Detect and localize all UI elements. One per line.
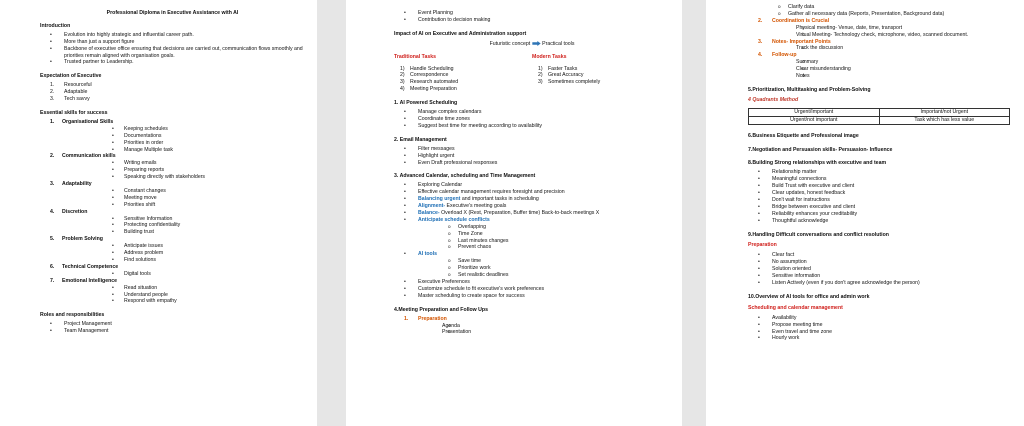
list-item: • Protecting confidentiality (62, 222, 305, 229)
list-item: 2. Coordination is Crucial o Physical meeting- Venue, date, time, transport o Virtual Meeting- Technology check, microphone, video, scanned document. (748, 18, 1016, 39)
list-item: • Keeping schedules (62, 126, 305, 133)
skill-item: 3. Adaptability • Constant changes • Meeting move • Priorities shift (40, 181, 305, 209)
list-item: • Writing emails (62, 160, 305, 167)
list-item: • Manage Multiple task (62, 147, 305, 154)
list-item: • Propose meeting time (748, 322, 1016, 329)
list-item: • Team Management (40, 328, 305, 335)
list-item: • Speaking directly with stakeholders (62, 174, 305, 181)
list-item: • Trusted partner to Leadership. (40, 59, 305, 66)
section-2-heading: 2. Email Management (394, 136, 447, 143)
skill-item: 4. Discretion • Sensitive Information • Protecting confidentiality • Building trust (40, 209, 305, 237)
sub-item: o Clarify data (748, 4, 1016, 11)
list-item: • Constant changes (62, 188, 305, 195)
list-item: • Contribution to decision making (394, 17, 670, 24)
document-page-2 (346, 0, 682, 426)
section-5-heading: 5.Prioritization, Multitasking and Problem-Solving (748, 86, 871, 93)
list-item: • Effective calendar management requires foresight and precision (394, 189, 670, 196)
section-10-heading: 10.Overview of AI tools for office and admin work (748, 293, 870, 300)
list-item: • Reliability enhances your creditability (748, 211, 1016, 218)
list-item: • Listen Actively (even if you don't agree acknowledge the person) (748, 280, 1016, 287)
list-item: • Understand people (62, 292, 305, 299)
sub-item: o Track the discussion (772, 45, 1016, 52)
roles-list (40, 321, 305, 335)
page-title: Professional Diploma in Executive Assistance with AI (106, 10, 239, 16)
list-item: • Sensitive information (748, 273, 1016, 280)
list-item: • Respond with empathy (62, 298, 305, 305)
impact-heading: Impact of AI on Executive and Administration support (394, 30, 527, 37)
list-item: • Backbone of executive office ensuring that decisions are carried out, communication flows smoothly and priorities remain aligned with organisation goals. (40, 46, 305, 60)
list-item: • Address problem (62, 250, 305, 257)
skill-item: 2. Communication skills • Writing emails • Preparing reports • Speaking directly with stakeholders (40, 153, 305, 181)
section-9-heading: 9.Handling Difficult conversations and conflict resolution (748, 231, 889, 238)
list-item: • Sensitive Information (62, 216, 305, 223)
list-item: • Find solutions (62, 257, 305, 264)
concept-line (394, 41, 670, 48)
sub-item: o Prevent chaos (418, 244, 670, 251)
list-item: • Preparing reports (62, 167, 305, 174)
traditional-heading: Traditional Tasks (394, 53, 436, 60)
list-item: • Anticipate issues (62, 243, 305, 250)
sub-item: o Physical meeting- Venue, date, time, transport (772, 25, 1016, 32)
section-4-heading: 4.Meeting Preparation and Follow Ups (394, 306, 488, 313)
skill-item: 7. Emotional Intelligence • Read situation • Understand people • Respond with empathy (40, 278, 305, 306)
top-list (394, 10, 670, 24)
list-item: • Customize schedule to fit executive's work preferences (394, 286, 670, 293)
list-item: 2) Correspondence (400, 72, 449, 79)
skills-list (40, 119, 305, 305)
list-item: • Building trust (62, 229, 305, 236)
list-item: • AI tools o Save time o Prioritize work o Set realistic deadlines (394, 251, 670, 279)
sub-item: o Save time (418, 258, 670, 265)
section-2-list (394, 146, 670, 167)
list-item: • Build Trust with executive and client (748, 183, 1016, 190)
list-item: • Executive Preferences (394, 279, 670, 286)
list-item: 2) Great Accuracy (538, 72, 584, 79)
sub-item: o Time Zone (418, 231, 670, 238)
section-8-heading: 8.Building Strong relationships with executive and team (748, 160, 887, 167)
concept-right: Practical tools (542, 40, 575, 47)
list-item: 3) Research automated (400, 79, 459, 86)
list-item: • Filter messages (394, 146, 670, 153)
modern-column (532, 54, 670, 94)
list-item: 3) Sometimes completely (538, 79, 601, 86)
right-arrow-icon (532, 41, 541, 46)
list-item: • Balancing urgent and important tasks in scheduling (394, 196, 670, 203)
list-item: • Meeting move (62, 195, 305, 202)
list-item: • Thoughtful acknowledge (748, 218, 1016, 225)
roles-heading: Roles and responsibilities (40, 312, 105, 319)
list-item: 2. Adaptable (50, 89, 88, 96)
list-item: • Suggest best time for meeting according to availability (394, 123, 670, 130)
list-item: • Event Planning (394, 10, 670, 17)
table-row (749, 108, 1010, 116)
list-item: • Meaningful connections (748, 176, 1016, 183)
modern-heading: Modern Tasks (532, 53, 567, 60)
followup-list (748, 18, 1016, 80)
sub-item: o Set realistic deadlines (418, 272, 670, 279)
tasks-comparison (394, 54, 670, 94)
table-row (749, 116, 1010, 124)
list-item: 3. Notes- Important Points o Track the discussion (748, 39, 1016, 53)
list-item: 4) Meeting Preparation (400, 86, 457, 93)
list-item: • Project Management (40, 321, 305, 328)
table-cell: Urgent/not important (749, 116, 880, 124)
list-item: • Availability (748, 315, 1016, 322)
sub-item: o Gather all necessary data (Reports, Presentation, Background data) (748, 11, 1016, 18)
list-item: • Bridge between executive and client (748, 204, 1016, 211)
list-item: • Master scheduling to create space for success (394, 293, 670, 300)
list-item: • Evolution into highly strategic and influential career path. (40, 32, 305, 39)
sub-item: o Virtual Meeting- Technology check, microphone, video, scanned document. (772, 32, 1016, 39)
section-10-subheading: Scheduling and calendar management (748, 304, 843, 311)
list-item: • Even travel and time zone (748, 329, 1016, 336)
sub-item: o Notes (772, 73, 1016, 80)
sub-item: o Presentation (418, 329, 670, 336)
list-item: • Don't wait for instructions (748, 197, 1016, 204)
section-3-list (394, 182, 670, 299)
list-item: 1) Handle Scheduling (400, 65, 454, 72)
expectation-list (40, 82, 305, 103)
sub-item: o Last minutes changes (418, 238, 670, 245)
list-item: • Priorities shift (62, 202, 305, 209)
section-3-heading: 3. Advanced Calendar, scheduling and Time Management (394, 173, 536, 180)
section-8-list (748, 169, 1016, 224)
section-4-list (394, 316, 670, 337)
quadrants-heading: 4 Quadrants Method (748, 96, 799, 103)
list-item: • Read situation (62, 285, 305, 292)
concept-left: Futuristic concept (489, 40, 531, 47)
list-item: • More than just a support figure (40, 39, 305, 46)
list-item: 1. Resourceful (50, 82, 92, 89)
list-item: • Digital tools (62, 271, 305, 278)
section-10-list (748, 315, 1016, 343)
sub-item: o Agenda (418, 323, 670, 330)
sub-item: o Summary (772, 59, 1016, 66)
skill-item: 1. Organisational Skills • Keeping schedules • Documentations • Priorities in order • Manage Multiple task (40, 119, 305, 154)
table-cell: Urgent/Important (749, 108, 880, 116)
list-item: • Clear updates, honest feedback (748, 190, 1016, 197)
list-item: 1. Preparation o Agenda o Presentation (394, 316, 670, 337)
list-item: • Balance- Overload X (Rest, Preparation, Buffer time) Back-to-back meetings X (394, 210, 670, 217)
list-item: • Clear fact (748, 252, 1016, 259)
sub-item: o Clear misunderstanding (772, 66, 1016, 73)
document-page-3 (706, 0, 1024, 426)
list-item: • Anticipate schedule conflicts o Overlapping o Time Zone o Last minutes changes o Prevent chaos (394, 217, 670, 252)
quadrants-table (748, 108, 1010, 125)
skill-item: 5. Problem Solving • Anticipate issues • Address problem • Find solutions (40, 236, 305, 264)
list-item: 4. Follow-up o Summary o Clear misunderstanding o Notes (748, 52, 1016, 80)
table-cell: Important/not Urgent (879, 108, 1010, 116)
traditional-column (394, 54, 532, 94)
intro-heading: Introduction (40, 22, 71, 29)
skills-heading: Essential skills for success (40, 109, 108, 116)
top-sub-list (748, 4, 1016, 18)
section-1-list (394, 109, 670, 130)
list-item: • Coordinate time zones (394, 116, 670, 123)
skill-item: 6. Technical Competence • Digital tools (40, 264, 305, 278)
sub-item: o Overlapping (418, 224, 670, 231)
section-6-heading: 6.Business Etiquette and Professional image (748, 132, 859, 139)
list-item: • Priorities in order (62, 140, 305, 147)
expectation-heading: Expectation of Executive (40, 73, 102, 80)
list-item: • No assumption (748, 259, 1016, 266)
list-item: • Manage complex calendars (394, 109, 670, 116)
document-page-1 (0, 0, 317, 426)
list-item: • Hourly work (748, 335, 1016, 342)
list-item: • Even Draft professional responses (394, 160, 670, 167)
section-9-list (748, 252, 1016, 287)
list-item: • Alignment- Executive's meeting goals (394, 203, 670, 210)
list-item: • Exploring Calendar (394, 182, 670, 189)
section-9-subheading: Preparation (748, 242, 777, 249)
list-item: • Highlight urgent (394, 153, 670, 160)
list-item: • Documentations (62, 133, 305, 140)
list-item: • Solution oriented (748, 266, 1016, 273)
section-7-heading: 7.Negotiation and Persuasion skills- Persuasion- Influence (748, 146, 893, 153)
list-item: 3. Tech savvy (50, 96, 90, 103)
section-1-heading: 1. AI Powered Scheduling (394, 100, 458, 107)
sub-item: o Prioritize work (418, 265, 670, 272)
table-cell: Task which has less value (879, 116, 1010, 124)
intro-list (40, 32, 305, 67)
list-item: • Relationship matter (748, 169, 1016, 176)
list-item: 1) Faster Tasks (538, 65, 578, 72)
